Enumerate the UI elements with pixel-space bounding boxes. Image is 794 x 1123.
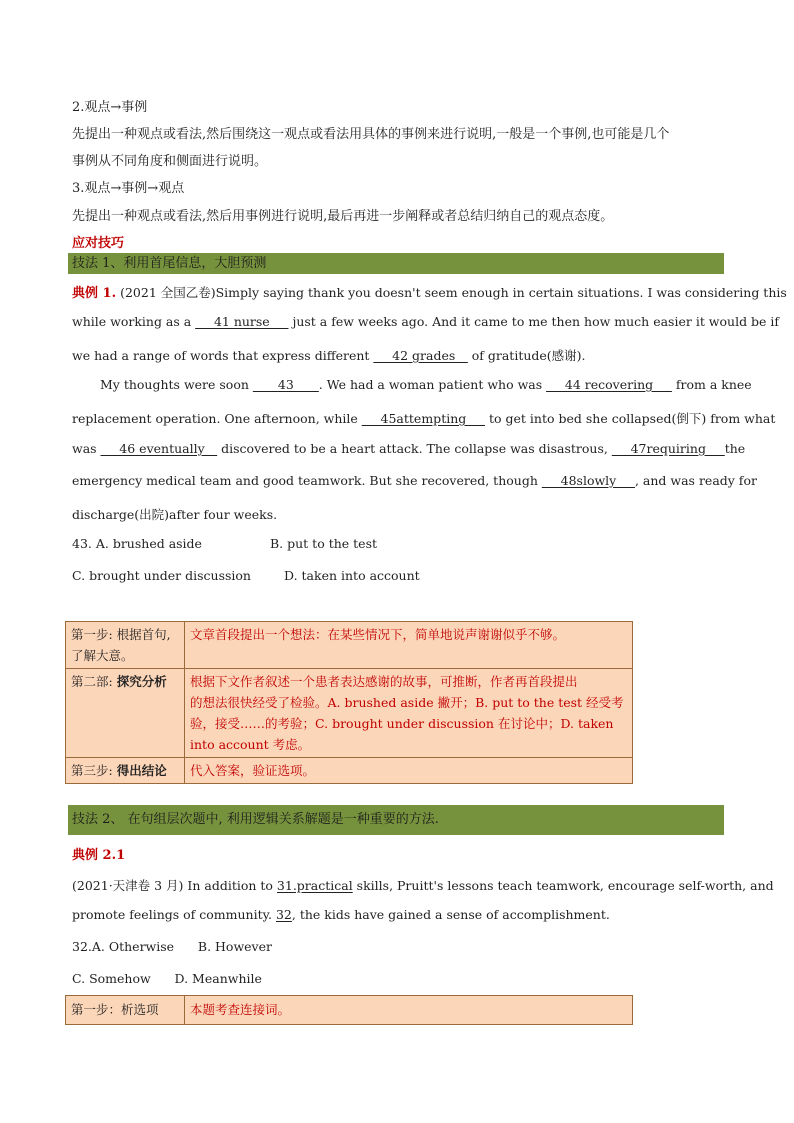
line5-text-b: to get into bed she collapsed(倒下) from what: [485, 411, 776, 426]
analysis-table-1: [65, 621, 633, 784]
option-c: C. brought under discussion: [72, 568, 251, 583]
t2-step1-content: 本题考查连接词。: [185, 996, 633, 1025]
example1-line8: discharge(出院)after four weeks.: [72, 507, 278, 522]
item2-title: 2.观点→事例: [72, 100, 148, 115]
example1-line6: [72, 441, 745, 456]
ex2-line1-text-b: skills, Pruitt's lessons teach teamwork, encourage self-worth, and: [352, 878, 774, 893]
line6-text-c: the: [724, 441, 746, 456]
line4-text-b: . We had a woman patient who was: [318, 377, 547, 392]
blank-44: ___44 recovering___: [546, 377, 672, 392]
technique2-band: 技法 2、 在句组层次题中, 利用逻辑关系解题是一种重要的方法.: [68, 805, 724, 835]
line3-text-b: of gratitude(感谢).: [467, 348, 586, 363]
step3-label-b: 得出结论: [116, 763, 167, 778]
ex2-line2-text-b: , the kids have gained a sense of accomplishment.: [291, 907, 610, 922]
example1-line1-text: (2021 全国乙卷)Simply saying thank you doesn't seem enough in certain situations. I was considering this: [116, 285, 787, 300]
step3-label-a: 第三步:: [71, 763, 117, 778]
section-heading: 应对技巧: [72, 236, 125, 251]
item2-text-line1: 先提出一种观点或看法,然后围绕这一观点或看法用具体的事例来进行说明,一般是一个事例,也可能是几个: [72, 127, 670, 142]
blank-48: ___48slowly___: [541, 473, 635, 488]
step2-label: [66, 669, 185, 758]
table-row: [66, 758, 633, 784]
blank-32: 32: [275, 907, 292, 922]
step2-content-line1: 根据下文作者叙述一个患者表达感谢的故事，可推断，作者再首段提出: [190, 674, 578, 689]
step2-label-a: 第二部:: [71, 674, 117, 689]
ex2-line2-text-a: promote feelings of community.: [72, 907, 276, 922]
blank-31: 31.practical: [276, 878, 353, 893]
step2-label-b: 探究分析: [116, 674, 167, 689]
line4-text-a: My thoughts were soon: [100, 377, 253, 392]
example2-label: 典例 2.1: [72, 848, 126, 863]
option-a: 43. A. brushed aside: [72, 536, 202, 551]
blank-43: ____43____: [252, 377, 319, 392]
step1-label: 第一步: 根据首句,了解大意。: [66, 622, 185, 669]
step2-content-line2: 的想法很快经受了检验。A. brushed aside 撇开；B. put to the test 经受考: [190, 695, 624, 710]
example2-line1: [72, 876, 774, 894]
example1-line2: [72, 314, 779, 329]
item3-title: 3.观点→事例→观点: [72, 181, 185, 196]
line6-text-a: was: [72, 441, 101, 456]
example2-line2: [72, 907, 610, 922]
technique1-band: 技法 1、利用首尾信息，大胆预测: [68, 253, 724, 274]
example1-line7: [72, 473, 757, 488]
example1-label: 典例 1.: [72, 286, 117, 301]
table-row: [66, 622, 633, 669]
example1-line5: [72, 409, 775, 427]
line2-text-a: while working as a: [72, 314, 196, 329]
item2-text-line2: 事例从不同角度和侧面进行说明。: [72, 154, 268, 169]
step3-content: 代入答案，验证选项。: [185, 758, 633, 784]
blank-41: ___41 nurse___: [195, 314, 289, 329]
blank-47: ___47requiring___: [611, 441, 725, 456]
step2-content-line3: 验，接受……的考验；C. brought under discussion 在讨论中；D. taken: [190, 716, 614, 731]
option-b: B. put to the test: [270, 536, 378, 551]
example2-options-ab: 32.A. Otherwise B. However: [72, 939, 272, 954]
example2-options-cd: C. Somehow D. Meanwhile: [72, 971, 262, 986]
step2-content-line4: into account 考虑。: [190, 737, 311, 752]
t2-step1-label: 第一步：析选项: [66, 996, 185, 1025]
line7-text-b: , and was ready for: [634, 473, 757, 488]
table-row: [66, 669, 633, 758]
line4-text-c: from a knee: [671, 377, 752, 392]
blank-45: ___45attempting___: [361, 411, 486, 426]
analysis-table-2: [65, 995, 633, 1025]
example1-line1: [72, 282, 787, 301]
example1-line4: [100, 377, 752, 392]
blank-42: ___42 grades__: [373, 348, 468, 363]
line2-text-b: just a few weeks ago. And it came to me then how much easier it would be if: [288, 314, 780, 329]
table-row: [66, 996, 633, 1025]
line6-text-b: discovered to be a heart attack. The collapse was disastrous,: [217, 441, 612, 456]
blank-46: ___46 eventually__: [100, 441, 218, 456]
line3-text-a: we had a range of words that express different: [72, 348, 374, 363]
step2-content: [185, 669, 633, 758]
item3-text: 先提出一种观点或看法,然后用事例进行说明,最后再进一步阐释或者总结归纳自己的观点态度。: [72, 209, 614, 224]
line7-text-a: emergency medical team and good teamwork. But she recovered, though: [72, 473, 542, 488]
option-d: D. taken into account: [284, 568, 420, 583]
step3-label: [66, 758, 185, 784]
step1-content: 文章首段提出一个想法：在某些情况下，简单地说声谢谢似乎不够。: [185, 622, 633, 669]
ex2-line1-text-a: (2021·天津卷 3 月) In addition to: [72, 878, 277, 893]
line5-text-a: replacement operation. One afternoon, while: [72, 411, 362, 426]
example1-line3: [72, 346, 586, 364]
